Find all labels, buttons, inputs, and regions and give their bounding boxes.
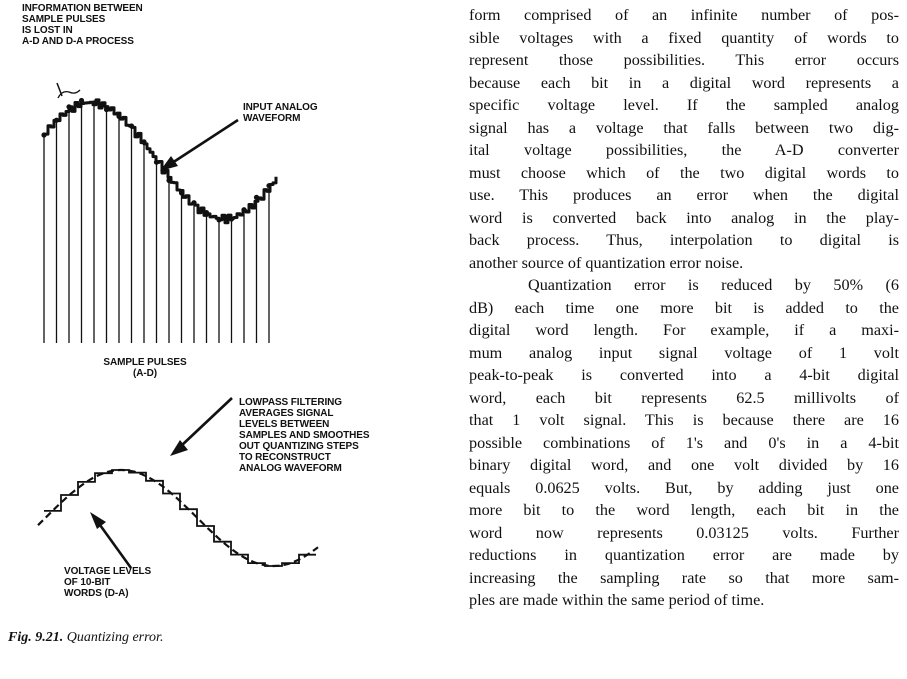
text-line: dB) each time one more bit is added to the	[469, 298, 899, 317]
sample-pulses-label	[101, 357, 189, 379]
text-line: binary digital word, and one volt divided by 16	[469, 456, 899, 474]
text-line: ples are made within the same period of time.	[469, 591, 765, 609]
lowpass-label-line: AVERAGES SIGNAL	[239, 408, 334, 419]
input-analog-waveform	[42, 100, 276, 223]
text-line: reductions in quantization error are made by	[469, 546, 899, 564]
voltage-levels-label-line: WORDS (D-A)	[64, 588, 129, 599]
sample-pulse-lines	[44, 101, 269, 344]
lowpass-label-line: TO RECONSTRUCT	[239, 452, 331, 463]
sample-point	[116, 114, 121, 119]
text-line: peak-to-peak is converted into a 4-bit digital	[469, 366, 899, 384]
text-line: that 1 volt signal. This is because there are 16	[469, 411, 899, 429]
text-line: more bit to the word length, each bit in the	[469, 501, 899, 519]
text-line: represent those possibilities. This error occurs	[469, 51, 899, 69]
sample-point	[91, 100, 96, 105]
input-waveform-arrow	[160, 120, 238, 171]
paragraph-1	[469, 4, 899, 274]
figure-number: Fig. 9.21.	[8, 630, 64, 645]
text-line: digital word length. For example, if a maxi-	[469, 321, 899, 339]
sample-point	[166, 178, 171, 183]
sample-pulses-diagram	[41, 83, 276, 343]
input-waveform-label	[243, 102, 318, 124]
lowpass-label-line: SAMPLES AND SMOOTHES	[239, 430, 370, 441]
text-line: signal has a voltage that falls between two dig-	[469, 118, 899, 137]
text-line: another source of quantization error noise.	[469, 253, 744, 272]
text-line: mum analog input signal voltage of 1 volt	[469, 343, 899, 362]
text-line: possible combinations of 1's and 0's in a 4-bit	[469, 433, 899, 452]
body-text	[469, 4, 899, 612]
info-lost-label	[22, 3, 143, 47]
info-lost-pointer	[57, 83, 62, 96]
text-line: use. This produces an error when the digital	[469, 186, 899, 204]
text-line: Quantization error is reduced by 50% (6	[528, 276, 899, 294]
text-line: back process. Thus, interpolation to digital is	[469, 231, 899, 249]
info-lost-label-line: SAMPLE PULSES	[22, 14, 106, 25]
lowpass-label-line: OUT QUANTIZING STEPS	[239, 441, 359, 452]
sample-point	[79, 98, 84, 103]
sample-pulses-label-line: SAMPLE PULSES	[103, 357, 187, 368]
text-line: because each bit in a digital word represents a	[469, 73, 899, 92]
lowpass-label-line: ANALOG WAVEFORM	[239, 463, 342, 474]
info-lost-label-line: INFORMATION BETWEEN	[22, 3, 143, 14]
paragraph-2	[469, 274, 899, 612]
reconstructed-analog-waveform	[38, 470, 318, 566]
input-waveform-label-line: WAVEFORM	[243, 113, 301, 124]
figure-caption	[8, 630, 163, 646]
text-line: word, each bit represents 62.5 millivolts of	[469, 388, 899, 407]
quantizing-error-figure	[0, 0, 440, 679]
lowpass-label	[239, 397, 369, 474]
sample-point	[216, 217, 221, 222]
voltage-levels-label-line: VOLTAGE LEVELS	[64, 566, 152, 577]
voltage-levels-arrow	[90, 512, 131, 568]
sample-point	[266, 183, 271, 188]
text-line: word now represents 0.03125 volts. Further	[469, 523, 899, 542]
text-line: equals 0.0625 volts. But, by adding just one	[469, 478, 899, 497]
sample-point	[241, 207, 246, 212]
sample-point	[104, 107, 109, 112]
text-line: sible voltages with a fixed quantity of words to	[469, 28, 899, 47]
sample-point	[54, 118, 59, 123]
sample-point	[141, 139, 146, 144]
sample-point	[254, 195, 259, 200]
text-line: must choose which of the two digital words to	[469, 163, 899, 182]
sample-pulses-label-line: (A-D)	[133, 368, 157, 379]
info-lost-label-line: IS LOST IN	[22, 25, 73, 36]
text-line: ital voltage possibilities, the A-D converter	[469, 141, 899, 159]
input-waveform-label-line: INPUT ANALOG	[243, 102, 318, 113]
lowpass-arrow	[170, 398, 232, 456]
text-line: increasing the sampling rate so that more sam-	[469, 568, 899, 587]
sample-point	[129, 123, 134, 128]
text-line: specific voltage level. If the sampled analog	[469, 96, 899, 114]
lowpass-label-line: LOWPASS FILTERING	[239, 397, 342, 408]
voltage-levels-label-line: OF 10-BIT	[64, 577, 111, 588]
quantized-voltage-steps	[44, 470, 316, 566]
sample-point	[229, 216, 234, 221]
text-line: form comprised of an infinite number of pos-	[469, 6, 899, 24]
sample-point	[204, 210, 209, 215]
sample-point	[179, 190, 184, 195]
sample-point	[154, 160, 159, 165]
info-lost-label-line: A-D AND D-A PROCESS	[22, 36, 134, 47]
sample-point	[41, 132, 46, 137]
sample-point	[191, 200, 196, 205]
text-line: word is converted back into analog in the play-	[469, 208, 899, 227]
figure-title: Quantizing error.	[66, 630, 164, 645]
lowpass-label-line: LEVELS BETWEEN	[239, 419, 330, 430]
sample-point	[66, 104, 71, 109]
voltage-levels-label	[64, 566, 151, 599]
